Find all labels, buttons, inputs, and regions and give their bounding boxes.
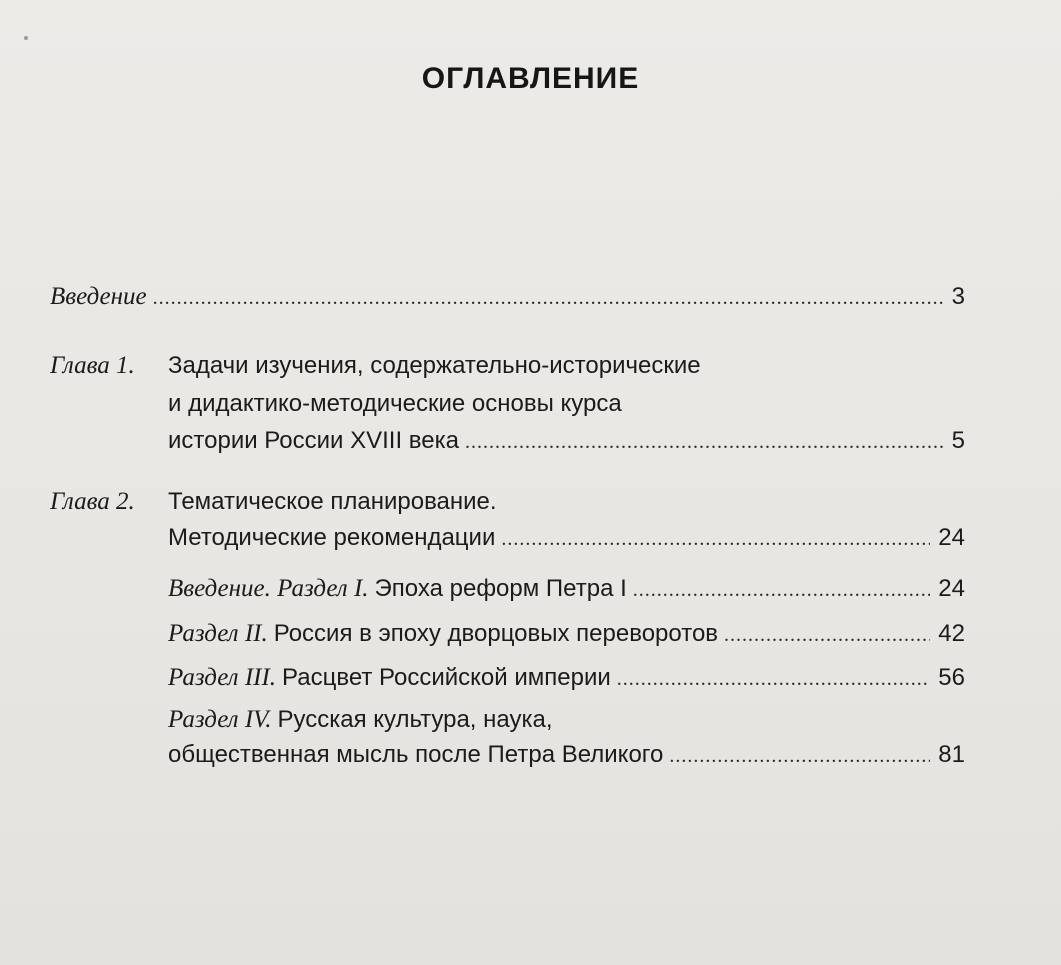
toc-entry-title: Методические рекомендации <box>168 524 496 551</box>
toc-entry-title: Россия в эпоху дворцовых переворотов <box>273 620 719 647</box>
dot-leader <box>669 745 930 768</box>
toc-entry-label: Раздел II. <box>168 620 268 647</box>
dot-leader <box>153 287 944 310</box>
toc-entry-chapter-1-line-3[interactable] <box>168 427 965 455</box>
toc-page-number: 81 <box>938 741 965 768</box>
toc-entry-label: Раздел IV. <box>168 706 272 733</box>
dot-leader <box>465 431 944 454</box>
table-of-contents <box>50 0 980 965</box>
toc-entry-chapter-2-line-2[interactable] <box>168 524 965 552</box>
toc-entry-section-4-line-1[interactable] <box>168 706 553 734</box>
toc-entry-title: истории России XVIII века <box>168 427 459 454</box>
toc-page-number: 3 <box>951 283 965 310</box>
toc-entry-title: Тематическое планирование. <box>168 488 497 515</box>
page-title: ОГЛАВЛЕНИЕ <box>421 62 640 95</box>
toc-entry-title: Русская культура, наука, <box>277 706 553 733</box>
toc-entry-section-1[interactable] <box>168 575 965 603</box>
toc-entry-title: Расцвет Российской империи <box>282 664 611 691</box>
toc-entry-label: Раздел III. <box>168 664 277 691</box>
dot-leader <box>617 668 931 691</box>
page-speck <box>24 36 28 40</box>
dot-leader <box>633 579 931 602</box>
toc-page-number: 42 <box>938 620 965 647</box>
toc-entry-title: Задачи изучения, содержательно-исторические <box>168 352 701 379</box>
toc-entry-label: Глава 2. <box>50 488 135 515</box>
toc-entry-title: Эпоха реформ Петра I <box>374 575 627 602</box>
toc-entry-title: общественная мысль после Петра Великого <box>168 741 664 768</box>
toc-page-number: 5 <box>951 427 965 454</box>
toc-entry-label: Введение <box>50 283 147 310</box>
toc-entry-chapter-2-line-1[interactable] <box>50 488 497 516</box>
dot-leader <box>724 624 930 647</box>
toc-entry-section-4-line-2[interactable] <box>168 741 965 769</box>
toc-entry-section-3[interactable] <box>168 664 965 692</box>
toc-page-number: 24 <box>938 575 965 602</box>
toc-entry-label: Введение. Раздел I. <box>168 575 369 602</box>
dot-leader <box>501 528 930 551</box>
toc-entry-introduction[interactable] <box>50 283 965 311</box>
toc-page-number: 56 <box>938 664 965 691</box>
toc-entry-title: и дидактико-методические основы курса <box>168 390 622 417</box>
toc-entry-section-2[interactable] <box>168 620 965 648</box>
toc-page-number: 24 <box>938 524 965 551</box>
toc-entry-chapter-1-line-2 <box>168 390 622 418</box>
toc-entry-chapter-1-line-1[interactable] <box>50 352 701 380</box>
toc-entry-label: Глава 1. <box>50 352 135 379</box>
